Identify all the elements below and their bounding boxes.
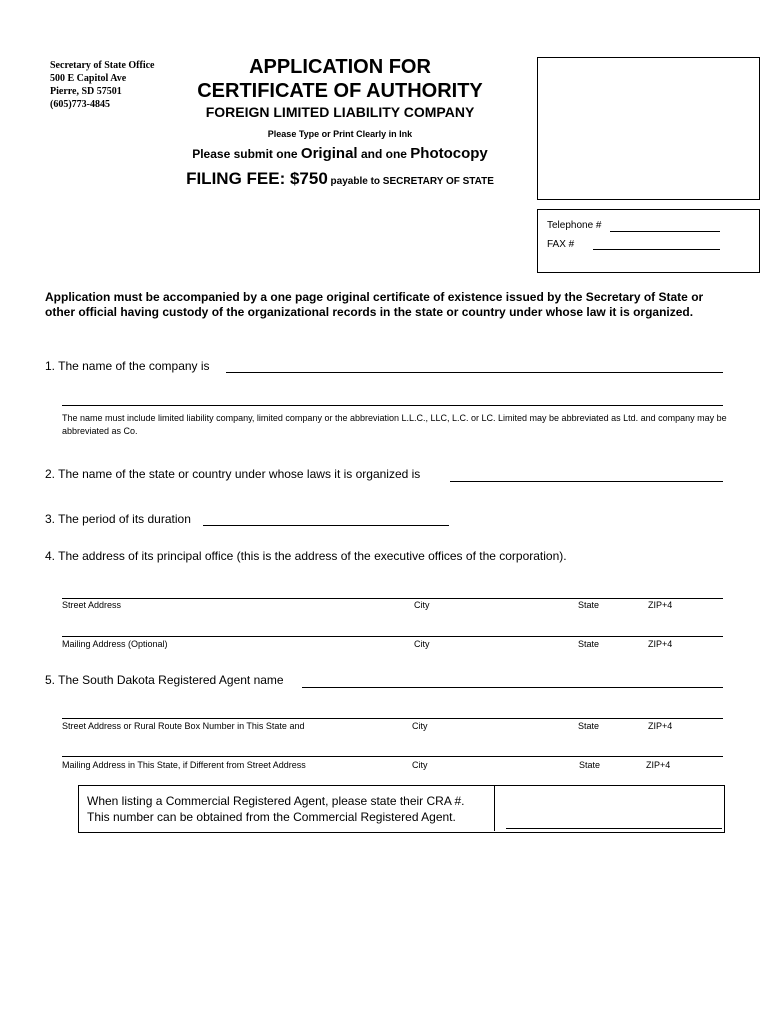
principal-street-address-field[interactable] bbox=[62, 588, 723, 599]
q5-row1-city: City bbox=[412, 721, 428, 731]
cra-line1: When listing a Commercial Registered Agent, please state their CRA #. bbox=[87, 794, 465, 808]
form-subtitle: FOREIGN LIMITED LIABILITY COMPANY bbox=[205, 104, 475, 120]
submit-photocopy: Photocopy bbox=[410, 145, 488, 162]
company-name-field-line2[interactable] bbox=[62, 395, 723, 406]
contact-box bbox=[537, 209, 760, 273]
q4-row1-zip: ZIP+4 bbox=[648, 600, 673, 610]
q4-row1-city: City bbox=[414, 600, 430, 610]
state-of-organization-field[interactable] bbox=[450, 467, 723, 482]
office-address-line1: 500 E Capitol Ave bbox=[50, 73, 127, 84]
form-title-line2: CERTIFICATE OF AUTHORITY bbox=[197, 80, 483, 102]
filing-fee bbox=[160, 167, 520, 194]
q1-label: 1. The name of the company is bbox=[45, 359, 210, 373]
q5-row2-street: Mailing Address in This State, if Different from Street Address bbox=[62, 760, 306, 770]
fax-label: FAX # bbox=[547, 239, 575, 250]
q4-row1-state: State bbox=[578, 600, 600, 610]
company-name-field[interactable] bbox=[226, 359, 723, 373]
q4-row2-state: State bbox=[578, 639, 600, 649]
intro-paragraph: Application must be accompanied by a one page original certificate of existence issued by the Secretary of State or other official having custody of the organizational records in the state or country under whose law it is organized. bbox=[45, 290, 704, 319]
office-address bbox=[50, 59, 155, 111]
cra-instructions bbox=[87, 793, 507, 825]
fax-field[interactable] bbox=[593, 239, 720, 250]
submit-instruction bbox=[160, 145, 520, 163]
telephone-field[interactable] bbox=[610, 221, 720, 232]
submit-pre: Please submit one bbox=[192, 147, 301, 161]
office-name: Secretary of State Office bbox=[50, 60, 155, 71]
print-instruction: Please Type or Print Clearly in Ink bbox=[267, 129, 413, 139]
q4-row1-street: Street Address bbox=[62, 600, 122, 610]
office-phone: (605)773-4845 bbox=[50, 99, 110, 110]
q1-note: The name must include limited liability company, limited company or the abbreviation L.L.C., LLC, L.C. or LC. Limited may be abbreviated as Ltd. and company may be abbreviated as Co. bbox=[62, 413, 727, 436]
cra-line2: This number can be obtained from the Commercial Registered Agent. bbox=[87, 810, 456, 824]
q2-label: 2. The name of the state or country under whose laws it is organized is bbox=[45, 467, 421, 481]
q4-row2-street: Mailing Address (Optional) bbox=[62, 639, 168, 649]
duration-field[interactable] bbox=[203, 512, 449, 526]
q5-row2-zip: ZIP+4 bbox=[646, 760, 671, 770]
submit-original: Original bbox=[300, 145, 358, 162]
q4-row2-zip: ZIP+4 bbox=[648, 639, 673, 649]
filing-fee-label: FILING FEE: $750 bbox=[186, 169, 328, 188]
agent-street-address-field[interactable] bbox=[62, 708, 723, 719]
form-title-line1: APPLICATION FOR bbox=[249, 56, 431, 78]
agent-mailing-address-field[interactable] bbox=[62, 746, 723, 757]
office-address-line2: Pierre, SD 57501 bbox=[50, 86, 122, 97]
q5-label: 5. The South Dakota Registered Agent name bbox=[45, 673, 284, 687]
q5-row1-zip: ZIP+4 bbox=[648, 721, 673, 731]
q5-row2-state: State bbox=[579, 760, 601, 770]
principal-mailing-address-field[interactable] bbox=[62, 626, 723, 637]
q4-row2-city: City bbox=[414, 639, 430, 649]
q5-row1-state: State bbox=[578, 721, 600, 731]
registered-agent-name-field[interactable] bbox=[302, 673, 723, 688]
office-use-box bbox=[537, 57, 760, 200]
q5-row2-city: City bbox=[412, 760, 428, 770]
telephone-label: Telephone # bbox=[547, 220, 602, 231]
filing-fee-payable: payable to SECRETARY OF STATE bbox=[327, 176, 494, 187]
q5-row1-street: Street Address or Rural Route Box Number in This State and bbox=[62, 721, 305, 731]
submit-mid: and one bbox=[357, 147, 411, 161]
q3-label: 3. The period of its duration bbox=[45, 512, 191, 526]
q4-label: 4. The address of its principal office (this is the address of the executive offices of the corporation). bbox=[45, 549, 567, 563]
cra-number-field[interactable] bbox=[506, 818, 722, 829]
